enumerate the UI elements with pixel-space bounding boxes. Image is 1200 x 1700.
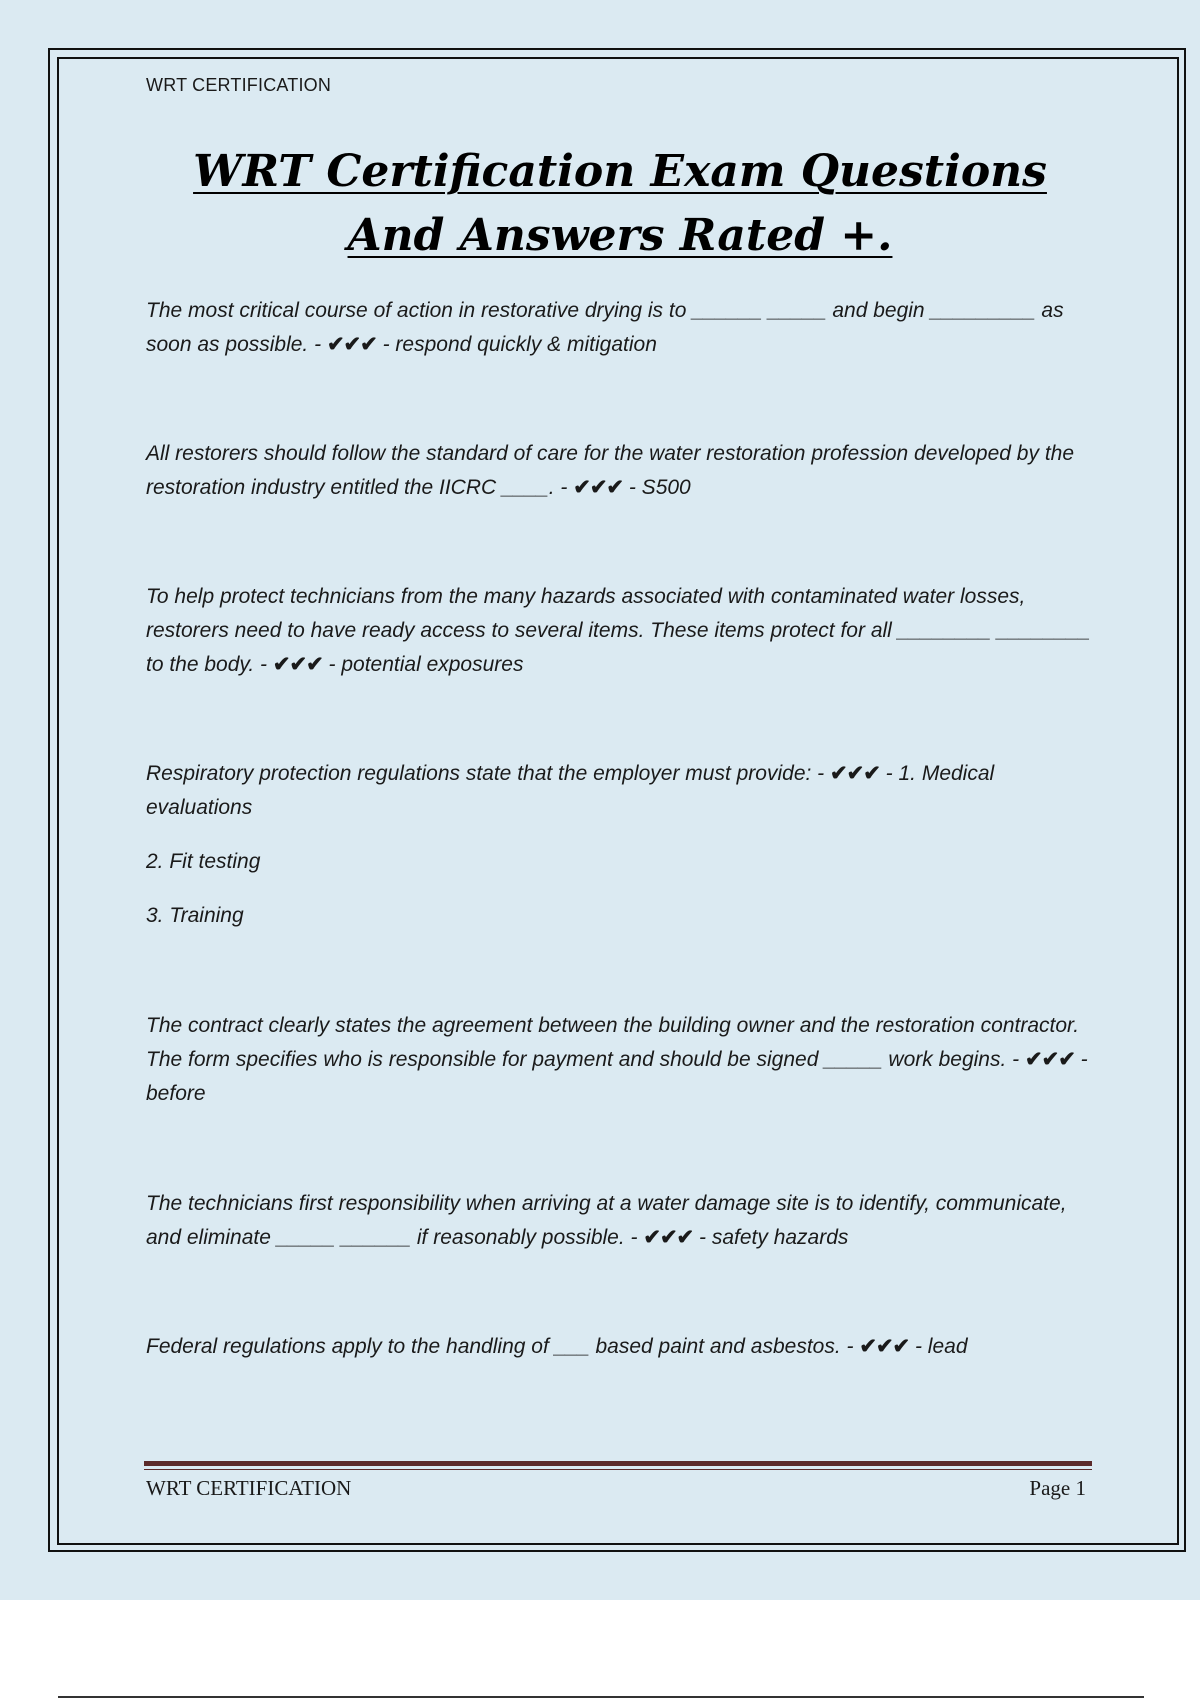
answer-text: - potential exposures <box>328 653 524 676</box>
qa-item <box>146 580 1091 682</box>
answer-text: - respond quickly & mitigation <box>382 333 657 356</box>
checkmark-icon: ✔✔✔ <box>859 1335 910 1358</box>
qa-item <box>146 1009 1091 1111</box>
question-text: Federal regulations apply to the handling of ___ based paint and asbestos. - <box>146 1335 854 1358</box>
qa-item <box>146 1330 1091 1364</box>
question-text: The most critical course of action in restorative drying is to ______ _____ and begin _________ as soon as possible. - <box>146 299 1064 356</box>
question-text: Respiratory protection regulations state that the employer must provide: - <box>146 762 825 785</box>
checkmark-icon: ✔✔✔ <box>272 653 323 676</box>
page-number: Page 1 <box>1029 1476 1086 1500</box>
document-title <box>100 140 1140 268</box>
question-text: The technicians first responsibility when arriving at a water damage site is to identify, communicate, and eliminate _____ ______ if reasonably possible. - <box>146 1192 1067 1249</box>
qa-item <box>146 437 1091 505</box>
checkmark-icon: ✔✔✔ <box>643 1226 694 1249</box>
answer-list-item: 2. Fit testing <box>146 850 261 873</box>
footer-divider-thin <box>144 1469 1092 1470</box>
checkmark-icon: ✔✔✔ <box>573 476 624 499</box>
answer-text: - lead <box>914 1335 968 1358</box>
footer-title: WRT CERTIFICATION <box>146 1476 352 1500</box>
answer-text: - 1. Medical evaluations <box>146 762 995 819</box>
answer-text: - safety hazards <box>699 1226 849 1249</box>
answer-text: - before <box>146 1048 1088 1105</box>
checkmark-icon: ✔✔✔ <box>830 762 880 785</box>
checkmark-icon: ✔✔✔ <box>326 333 377 356</box>
next-page-divider <box>58 1696 1144 1698</box>
answer-list-item: 3. Training <box>146 904 244 927</box>
qa-item <box>146 757 1091 953</box>
question-text: The contract clearly states the agreement between the building owner and the restoration contractor. The form specifies who is responsible for payment and should be signed _____ work begins. - <box>146 1014 1080 1071</box>
answer-text: - S500 <box>628 476 691 499</box>
checkmark-icon: ✔✔✔ <box>1025 1048 1075 1071</box>
qa-item <box>146 294 1091 362</box>
question-text: All restorers should follow the standard of care for the water restoration profession developed by the restoration industry entitled the IICRC ____. - <box>146 442 1075 499</box>
qa-item <box>146 1187 1091 1255</box>
title-line-2: And Answers Rated +. <box>347 210 893 261</box>
footer-divider <box>144 1461 1092 1466</box>
question-text: To help protect technicians from the many hazards associated with contaminated water losses, restorers need to have ready access to several items. These items protect for all ________ ________ to the body. - <box>146 585 1091 676</box>
page-header: WRT CERTIFICATION <box>146 75 332 95</box>
title-line-1: WRT Certification Exam Questions <box>193 146 1047 197</box>
